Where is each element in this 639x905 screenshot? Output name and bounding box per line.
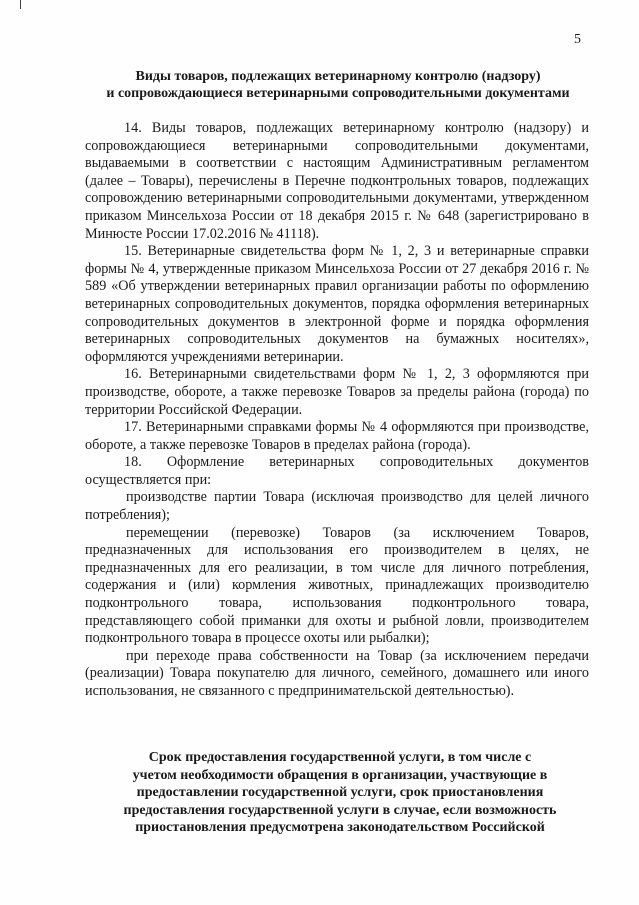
section-heading-service-term-line-1: Срок предоставления государственной услуги, в том числе с	[148, 750, 532, 765]
section-heading-goods-line-2: и сопровождающиеся ветеринарными сопроводительными документами	[106, 86, 570, 101]
scan-edge-mark	[20, 0, 21, 9]
section-heading-goods	[64, 68, 612, 102]
section-heading-service-term-line-5: приостановления предусмотрена законодательством Российской	[135, 820, 545, 835]
section-heading-service-term-line-3: предоставлении государственной услуги, срок приостановления	[136, 785, 544, 800]
list-item-ownership: при переходе права собственности на Товар (за исключением передачи (реализации) Товара покупателю для личного, семейного, домашнего или иного использования, не связанного с предпринимательской деятельностью).	[85, 647, 589, 699]
list-item-production: производстве партии Товара (исключая производство для целей личного потребления);	[85, 489, 589, 524]
section-heading-service-term-line-2: учетом необходимости обращения в организации, участвующие в	[132, 767, 548, 783]
paragraph-16: 16. Ветеринарными свидетельствами форм № 1, 2, 3 оформляются при производстве, обороте, а также перевозке Товаров за пределы района (города) по территории Российской Федерации.	[85, 366, 589, 418]
section-heading-service-term-line-4: предоставления государственной услуги в случае, если возможность	[123, 802, 557, 818]
paragraph-18: 18. Оформление ветеринарных сопроводительных документов осуществляется при:	[85, 454, 589, 488]
paragraph-14: 14. Виды товаров, подлежащих ветеринарному контролю (надзору) и сопровождающиеся ветеринарными сопроводительными документами, выдаваемыми в соответствии с настоящим Административным регламентом (далее – Товары), перечислены в Перечне подконтрольных товаров, подлежащих сопровождению ветеринарными сопроводительными документами, утвержденном приказом Минсельхоза России от 18 декабря 2015 г. № 648 (зарегистрировано в Минюсте России 17.02.2016 № 41118).	[85, 120, 589, 242]
section-heading-goods-line-1: Виды товаров, подлежащих ветеринарному контролю (надзору)	[135, 69, 541, 84]
document-body	[85, 120, 589, 701]
paragraph-15: 15. Ветеринарные свидетельства форм № 1, 2, 3 и ветеринарные справки формы № 4, утвержденные приказом Минсельхоза России от 27 декабря 2016 г. № 589 «Об утверждении ветеринарных правил организации работы по оформлению ветеринарных сопроводительных документов, порядка оформления ветеринарных сопроводительных документов в электронной форме и порядка оформления ветеринарных сопроводительных документов на бумажных носителях», оформляются учреждениями ветеринарии.	[85, 243, 589, 365]
list-item-transport: перемещении (перевозке) Товаров (за исключением Товаров, предназначенных для использования его производителем в целях, не предназначенных для его реализации, в том числе для личного потребления, содержания и (или) кормления животных, принадлежащих производителю подконтрольного товара, использования подконтрольного товара, представляющего собой приманки для охоты и рыбной ловли, производителем подконтрольного товара в процессе охоты или рыбалки);	[85, 524, 589, 647]
paragraph-17: 17. Ветеринарными справками формы № 4 оформляются при производстве, обороте, а также перевозке Товаров в пределах района (города).	[85, 419, 589, 453]
page-number: 5	[574, 32, 581, 47]
section-heading-service-term	[80, 749, 600, 837]
